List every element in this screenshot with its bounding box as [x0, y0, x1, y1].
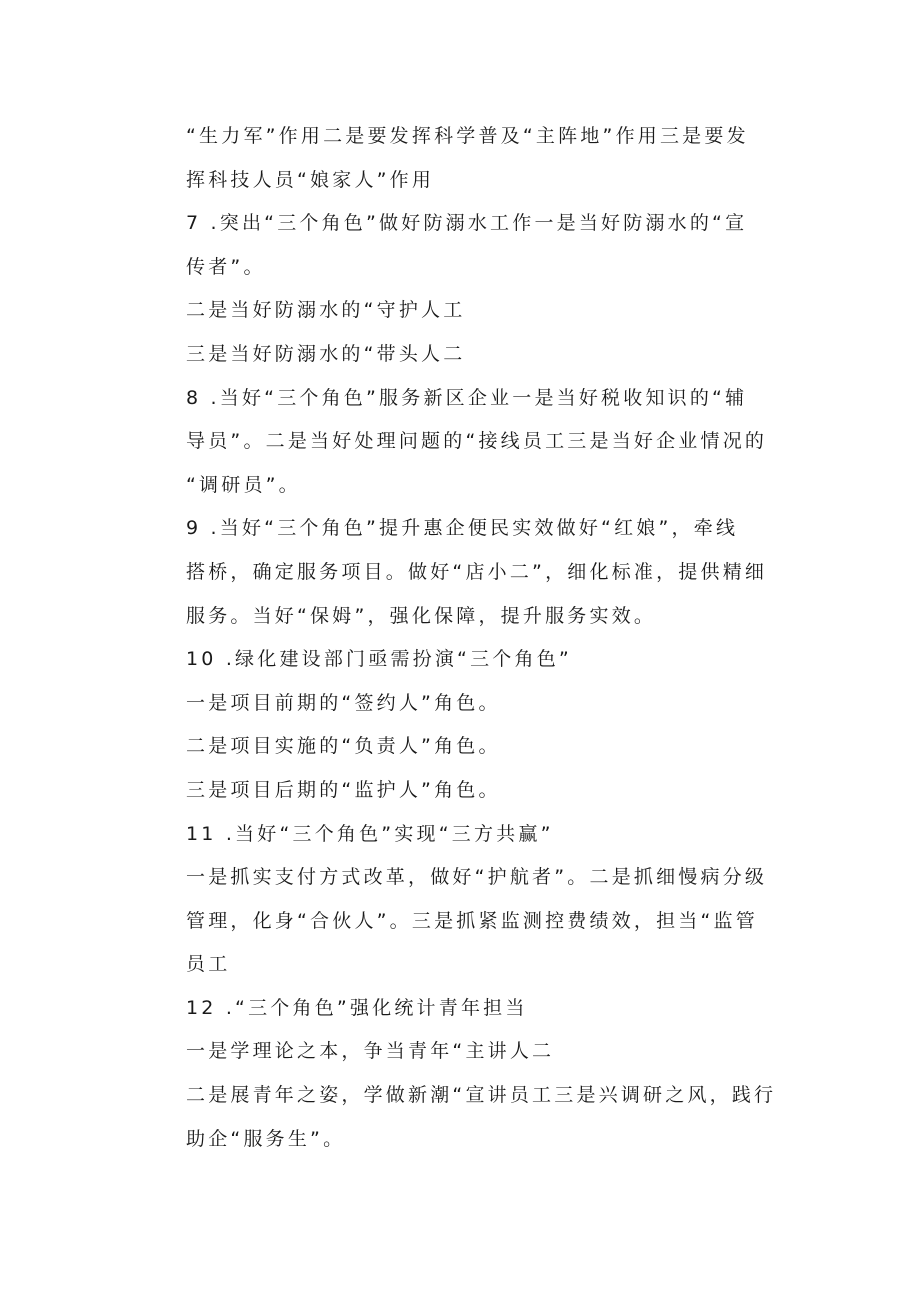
text-line: 三是当好防溺水的“带头人二: [186, 342, 466, 365]
text-line: 一是项目前期的“签约人”角色。: [186, 691, 501, 714]
text-line: “调研员”。: [186, 473, 301, 496]
text-line: 传者”。: [186, 255, 266, 278]
text-line: 二是项目实施的“负责人”角色。: [186, 735, 501, 758]
text-line: 7 .突出“三个角色”做好防溺水工作一是当好防溺水的“宣: [186, 212, 748, 235]
text-line: 员工: [186, 953, 231, 976]
text-line: 服务。当好“保姆”，强化保障，提升服务实效。: [186, 604, 657, 627]
text-line: 11 .当好“三个角色”实现“三方共赢”: [186, 822, 554, 845]
text-line: “生力军”作用二是要发挥科学普及“主阵地”作用三是要发: [186, 125, 749, 147]
text-line: 9 .当好“三个角色”提升惠企便民实效做好“红娘”，牵线: [186, 517, 739, 540]
text-line: 二是当好防溺水的“守护人工: [186, 299, 466, 322]
text-line: 导员”。二是当好处理问题的“接线员工三是当好企业情况的: [186, 430, 768, 453]
document-body: [186, 115, 776, 1161]
text-line: 挥科技人员“娘家人”作用: [186, 168, 435, 191]
text-line: 助企“服务生”。: [186, 1127, 346, 1150]
text-line: 10 .绿化建设部门亟需扮演“三个角色”: [186, 648, 572, 671]
text-line: 二是展青年之姿，学做新潮“宣讲员工三是兴调研之风，践行: [186, 1084, 777, 1107]
text-line: 12 .“三个角色”强化统计青年担当: [186, 996, 528, 1019]
text-line: 管理，化身“合伙人”。三是抓紧监测控费绩效，担当“监管: [186, 909, 758, 932]
text-line: 一是学理论之本，争当青年“主讲人二: [186, 1040, 555, 1063]
text-line: 三是项目后期的“监护人”角色。: [186, 778, 501, 801]
text-line: 一是抓实支付方式改革，做好“护航者”。二是抓细慢病分级: [186, 866, 768, 889]
text-line: 8 .当好“三个角色”服务新区企业一是当好税收知识的“辅: [186, 386, 748, 409]
text-line: 搭桥，确定服务项目。做好“店小二”，细化标准，提供精细: [186, 560, 768, 583]
